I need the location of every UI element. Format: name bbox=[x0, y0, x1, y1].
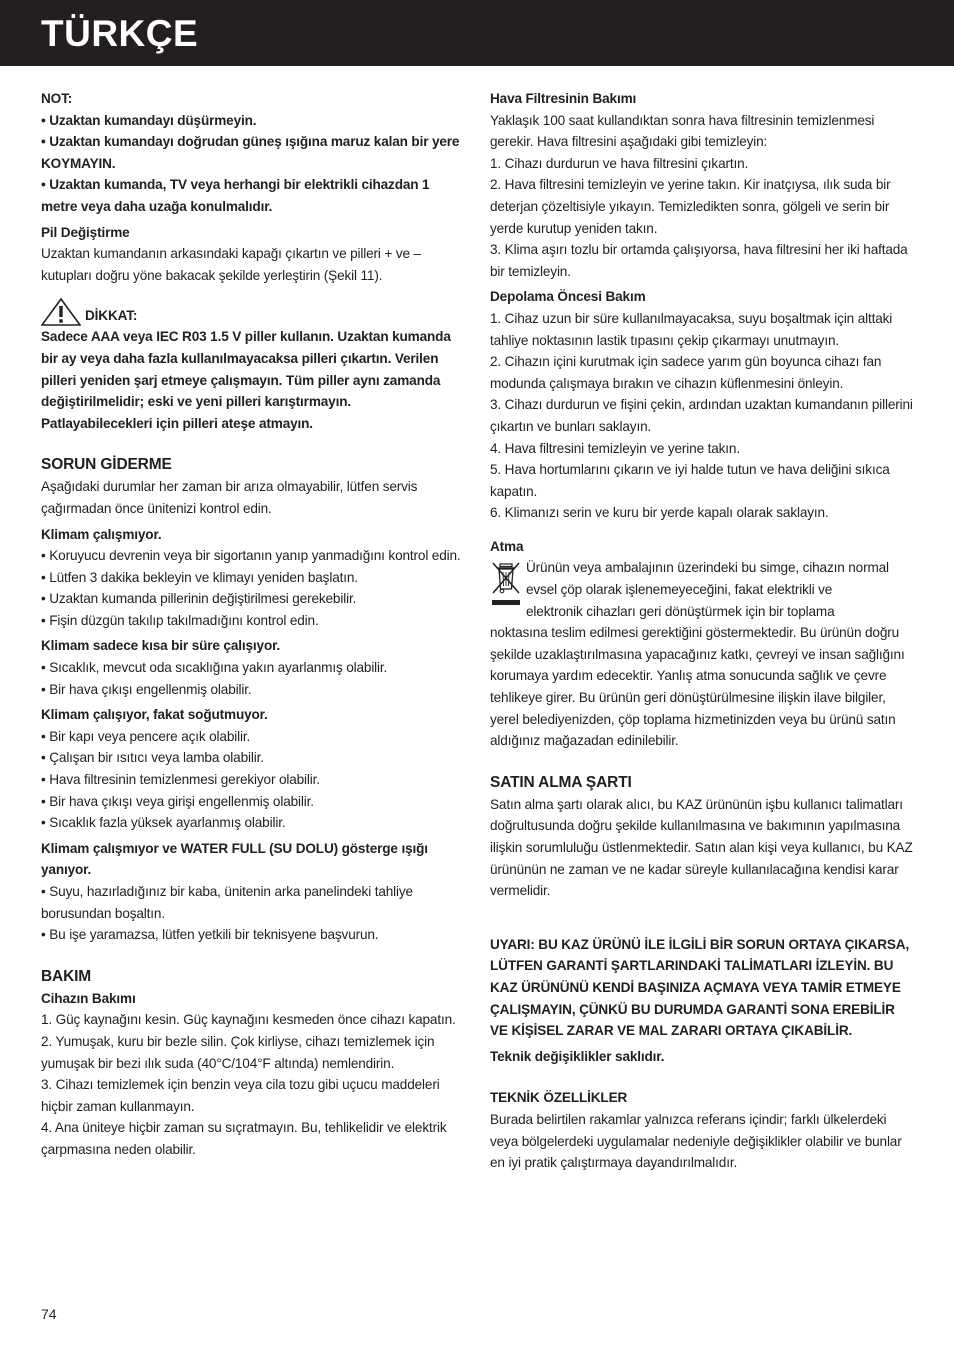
problem-title: Klimam çalışıyor, fakat soğutmuyor. bbox=[41, 707, 268, 723]
battery-text: Uzaktan kumandanın arkasındaki kapağı çıkartın ve pilleri + ve – kutupları doğru yöne bakacak şekilde yerleştirin (Şekil 11). bbox=[41, 246, 421, 283]
language-title: TÜRKÇE bbox=[41, 13, 199, 54]
list-item: • Koruyucu devrenin veya bir sigortanın yanıp yanmadığını kontrol edin. bbox=[41, 548, 461, 564]
list-item: • Bu işe yaramazsa, lütfen yetkili bir teknisyene başvurun. bbox=[41, 927, 379, 943]
list-item: 3. Cihazı temizlemek için benzin veya cila tozu gibi uçucu maddeleri hiçbir zaman kullanmayın. bbox=[41, 1077, 440, 1114]
list-item: • Sıcaklık, mevcut oda sıcaklığına yakın ayarlanmış olabilir. bbox=[41, 660, 388, 676]
list-item: • Bir kapı veya pencere açık olabilir. bbox=[41, 728, 251, 744]
note-label: NOT: bbox=[41, 91, 73, 106]
page-header bbox=[0, 0, 954, 66]
list-item: • Bir hava çıkışı engellenmiş olabilir. bbox=[41, 681, 252, 697]
left-column bbox=[41, 88, 465, 1161]
list-item: 2. Hava filtresini temizleyin ve yerine takın. Kir inatçıysa, ılık suda bir deterjan çözeltisiyle yıkayın. Temizledikten sonra, gölgeli ve serin bir yerde kurutup yeniden takın. bbox=[490, 177, 891, 236]
caution-label: DİKKAT: bbox=[85, 307, 138, 323]
crossed-out-bin-icon bbox=[490, 559, 522, 609]
list-item: 3. Cihazı durdurun ve fişini çekin, ardından uzaktan kumandanın pillerini çıkartın ve bunları saklayın. bbox=[490, 397, 913, 434]
list-item: 3. Klima aşırı tozlu bir ortamda çalışıyorsa, hava filtresini her iki haftada bir temizleyin. bbox=[490, 242, 908, 279]
list-item: 4. Hava filtresini temizleyin ve yerine takın. bbox=[490, 440, 740, 456]
list-item: 1. Güç kaynağını kesin. Güç kaynağını kesmeden önce cihazı kapatın. bbox=[41, 1012, 456, 1028]
note-item: • Uzaktan kumandayı doğrudan güneş ışığına maruz kalan bir yere KOYMAYIN. bbox=[41, 134, 460, 171]
air-filter-title: Hava Filtresinin Bakımı bbox=[490, 91, 637, 106]
page-number: 74 bbox=[41, 1306, 57, 1322]
disposal-section bbox=[490, 557, 914, 751]
troubleshooting-intro: Aşağıdaki durumlar her zaman bir arıza olmayabilir, lütfen servis çağırmadan önce ünitenizi kontrol edin. bbox=[41, 479, 418, 516]
disposal-title: Atma bbox=[490, 538, 524, 554]
specs-title: TEKNİK ÖZELLİKLER bbox=[490, 1090, 628, 1106]
list-item: • Sıcaklık fazla yüksek ayarlanmış olabilir. bbox=[41, 815, 286, 831]
list-item: • Bir hava çıkışı veya girişi engellenmiş olabilir. bbox=[41, 793, 314, 809]
caution-text: Sadece AAA veya IEC R03 1.5 V piller kullanın. Uzaktan kumanda bir ay veya daha fazla kullanılmayacaksa pilleri çıkartın. Verilen pilleri yeniden şarj etmeye çalışmayın. Tüm piller aynı zamanda değiştirilmelidir; eski ve yeni pilleri karıştırmayın. Patlayabilecekleri için pilleri ateşe atmayın. bbox=[41, 329, 451, 431]
purchase-text: Satın alma şartı olarak alıcı, bu KAZ ürününün işbu kullanıcı talimatları doğrultusunda doğru şekilde kullanılmasına ve bakımının yapılmasına ilişkin sorumluluğu üstlenmektedir. Satın alan kişi veya kullanıcı, bu KAZ ürününün ne zaman ve ne kadar süreyle kullanılacağına kendisi karar vermelidir. bbox=[490, 796, 913, 899]
list-item: 2. Cihazın içini kurutmak için sadece yarım gün boyunca cihazı fan modunda çalışmaya bırakın ve cihazın küflenmesini önleyin. bbox=[490, 354, 882, 391]
battery-title: Pil Değiştirme bbox=[41, 224, 130, 240]
warning-triangle-icon bbox=[41, 298, 81, 326]
list-item: • Fişin düzgün takılıp takılmadığını kontrol edin. bbox=[41, 612, 319, 628]
paragraph: Yaklaşık 100 saat kullandıktan sonra hava filtresinin temizlenmesi gerekir. Hava filtresini aşağıdaki gibi temizleyin: bbox=[490, 112, 875, 150]
specs-text: Burada belirtilen rakamlar yalnızca referans içindir; farklı ülkelerdeki veya bölgelerdeki uygulamalar nedeniyle değişiklikler olabilir ve bunlar en iyi pratik çalıştırmaya dayandırılmalıdır. bbox=[490, 1111, 902, 1171]
list-item: 2. Yumuşak, kuru bir bezle silin. Çok kirliyse, cihazı temizlemek için yumuşak bir bezi ılık suda (40°C/104°F altında) nemlendirin. bbox=[41, 1033, 435, 1071]
problem-title: Klimam sadece kısa bir süre çalışıyor. bbox=[41, 638, 281, 654]
list-item: 1. Cihaz uzun bir süre kullanılmayacaksa, suyu boşaltmak için alttaki tahliye noktasının lastik tıpasını çekip çıkarmayı unutmayın. bbox=[490, 310, 893, 348]
caution-header bbox=[41, 298, 465, 326]
warning-text: UYARI: BU KAZ ÜRÜNÜ İLE İLGİLİ BİR SORUN ORTAYA ÇIKARSA, LÜTFEN GARANTİ ŞARTLARINDAKİ TALİMATLARI İZLEYİN. BU KAZ ÜRÜNÜNÜ KENDİ BAŞINIZA AÇMAYA VEYA TAMİR ETMEYE ÇALIŞMAYIN, ÇÜNKÜ BU DURUMDA GARANTİ SONA EREBİLİR VE KİŞİSEL ZARAR VE MAL ZARARI ORTAYA ÇIKABİLİR. bbox=[490, 936, 910, 1039]
problem-title: Klimam çalışmıyor ve WATER FULL (SU DOLU) gösterge ışığı yanıyor. bbox=[41, 840, 428, 878]
note-item: • Uzaktan kumanda, TV veya herhangi bir elektrikli cihazdan 1 metre veya daha uzağa konulmalıdır. bbox=[41, 177, 430, 214]
disposal-text: noktasına teslim edilmesi gerektiğini göstermektedir. Bu ürünün doğru şekilde uzaklaştırılmasına yapacağınız katkı, çevreyi ve insan sağlığını korumaya yardım edecektir. Yanlış atma sonucunda sağlık ve çevre tehlikeye girer. Bu ürünün geri dönüştürülmesine ilişkin ilave bilgiler, yerel belediyenizden, çöp toplama hizmetinizden veya bu ürünü satın aldığınız mağazadan edinilebilir. bbox=[490, 625, 905, 749]
maintenance-subtitle: Cihazın Bakımı bbox=[41, 990, 136, 1006]
maintenance-title: BAKIM bbox=[41, 967, 92, 985]
list-item: 4. Ana üniteye hiçbir zaman su sıçratmayın. Bu, tehlikelidir ve elektrik çarpmasına neden olabilir. bbox=[41, 1120, 447, 1157]
reserved-notice: Teknik değişiklikler saklıdır. bbox=[490, 1048, 665, 1064]
purchase-title: SATIN ALMA ŞARTI bbox=[490, 773, 632, 791]
right-column bbox=[490, 88, 914, 1174]
disposal-line: Ürünün veya ambalajının üzerindeki bu simge, cihazın normal bbox=[526, 560, 889, 576]
troubleshooting-title: SORUN GİDERME bbox=[41, 456, 172, 474]
disposal-line: elektronik cihazları geri dönüştürmek için bir toplama bbox=[526, 603, 835, 619]
list-item: 1. Cihazı durdurun ve hava filtresini çıkartın. bbox=[490, 155, 749, 171]
note-item: • Uzaktan kumandayı düşürmeyin. bbox=[41, 112, 257, 128]
list-item: • Hava filtresinin temizlenmesi gerekiyor olabilir. bbox=[41, 772, 320, 788]
disposal-line: evsel çöp olarak işlenemeyeceğini, fakat elektrikli ve bbox=[526, 582, 833, 598]
list-item: 6. Klimanızı serin ve kuru bir yerde kapalı olarak saklayın. bbox=[490, 505, 829, 521]
problem-title: Klimam çalışmıyor. bbox=[41, 526, 162, 542]
list-item: • Suyu, hazırladığınız bir kaba, ünitenin arka panelindeki tahliye borusundan boşaltın. bbox=[41, 884, 413, 921]
list-item: • Uzaktan kumanda pillerinin değiştirilmesi gerekebilir. bbox=[41, 591, 357, 607]
list-item: • Çalışan bir ısıtıcı veya lamba olabilir. bbox=[41, 750, 264, 766]
list-item: • Lütfen 3 dakika bekleyin ve klimayı yeniden başlatın. bbox=[41, 569, 358, 585]
list-item: 5. Hava hortumlarını çıkarın ve iyi halde tutun ve hava deliğini sıkıca kapatın. bbox=[490, 462, 890, 499]
storage-title: Depolama Öncesi Bakım bbox=[490, 289, 646, 305]
